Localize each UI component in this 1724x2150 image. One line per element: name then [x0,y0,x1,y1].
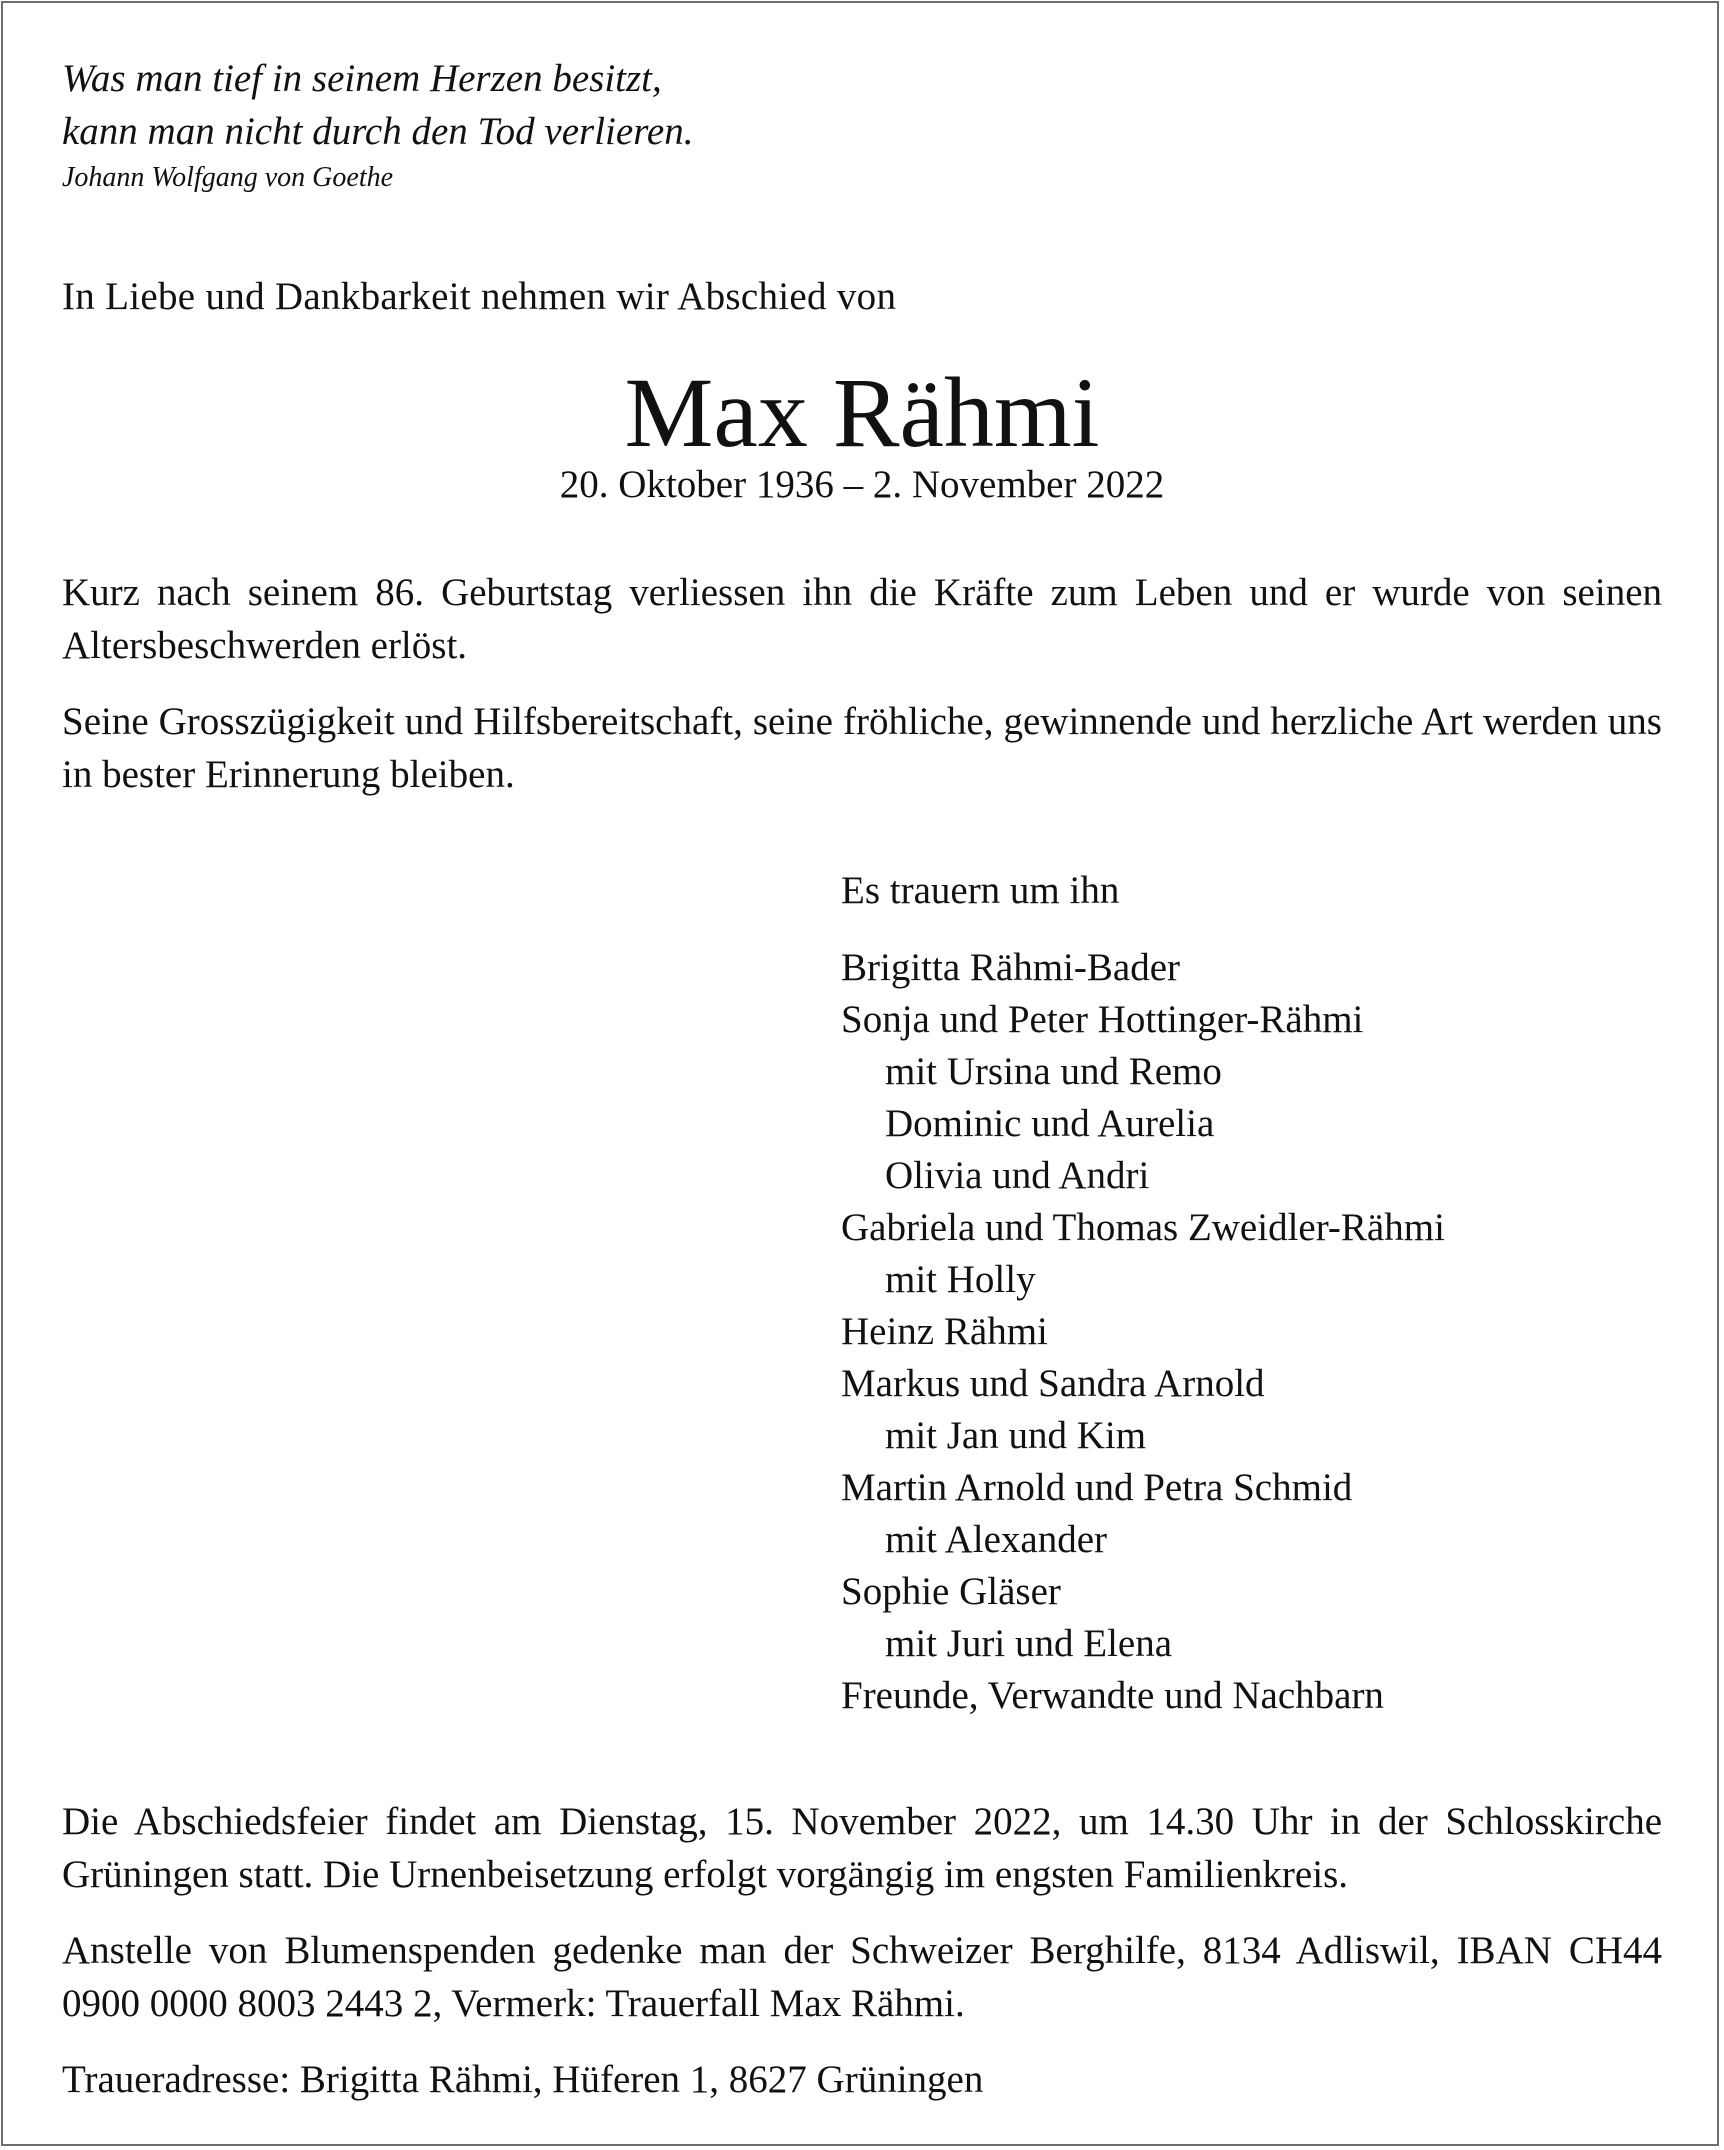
mourner-subline: mit Holly [885,1258,1036,1301]
mourners-heading: Es trauern um ihn [841,869,1120,912]
mourner-subline: mit Juri und Elena [885,1622,1173,1665]
paragraph-farewell: Kurz nach seinem 86. Geburtstag verliessen ihn die Kräfte zum Leben und er wurde von seinen Altersbeschwerden erlöst. [62,571,1662,667]
intro-text: In Liebe und Dankbarkeit nehmen wir Abschied von [62,275,897,318]
ceremony-notice: Die Abschiedsfeier findet am Dienstag, 15. November 2022, um 14.30 Uhr in der Schlosskirche Grüningen statt. Die Urnenbeisetzung erfolgt vorgängig im engsten Familienkreis. [62,1800,1662,1896]
mourner-subline: Dominic und Aurelia [885,1102,1215,1145]
mourner-subline: mit Alexander [885,1518,1108,1561]
quote-author: Johann Wolfgang von Goethe [62,162,394,193]
mourner-subline: mit Ursina und Remo [885,1050,1222,1093]
quote-line-2: kann man nicht durch den Tod verlieren. [62,110,694,153]
mourner-line: Martin Arnold und Petra Schmid [841,1466,1353,1509]
mourner-line: Heinz Rähmi [841,1310,1048,1353]
goethe-quote [62,52,693,158]
mourner-line: Markus und Sandra Arnold [841,1362,1265,1405]
mourner-line: Gabriela und Thomas Zweidler-Rähmi [841,1206,1445,1249]
paragraph-memory: Seine Grosszügigkeit und Hilfsbereitschaft, seine fröhliche, gewinnende und herzliche Art werden uns in bester Erinnerung bleiben. [62,700,1662,796]
life-dates: 20. Oktober 1936 – 2. November 2022 [559,463,1165,506]
mourner-subline: Olivia und Andri [885,1154,1150,1197]
deceased-name: Max Rähmi [624,357,1100,468]
mourner-line: Sonja und Peter Hottinger-Rähmi [841,998,1364,1041]
mourner-line: Freunde, Verwandte und Nachbarn [841,1674,1384,1717]
mourners-list [841,942,1445,1722]
mourning-address: Traueradresse: Brigitta Rähmi, Hüferen 1, 8627 Grüningen [62,2058,984,2101]
mourner-line: Brigitta Rähmi-Bader [841,946,1181,989]
mourner-subline: mit Jan und Kim [885,1414,1147,1457]
mourner-line: Sophie Gläser [841,1570,1061,1613]
donation-notice: Anstelle von Blumenspenden gedenke man der Schweizer Berghilfe, 8134 Adliswil, IBAN CH44 0900 0000 8003 2443 2, Vermerk: Trauerfall Max Rähmi. [62,1929,1662,2025]
quote-line-1: Was man tief in seinem Herzen besitzt, [62,57,662,100]
